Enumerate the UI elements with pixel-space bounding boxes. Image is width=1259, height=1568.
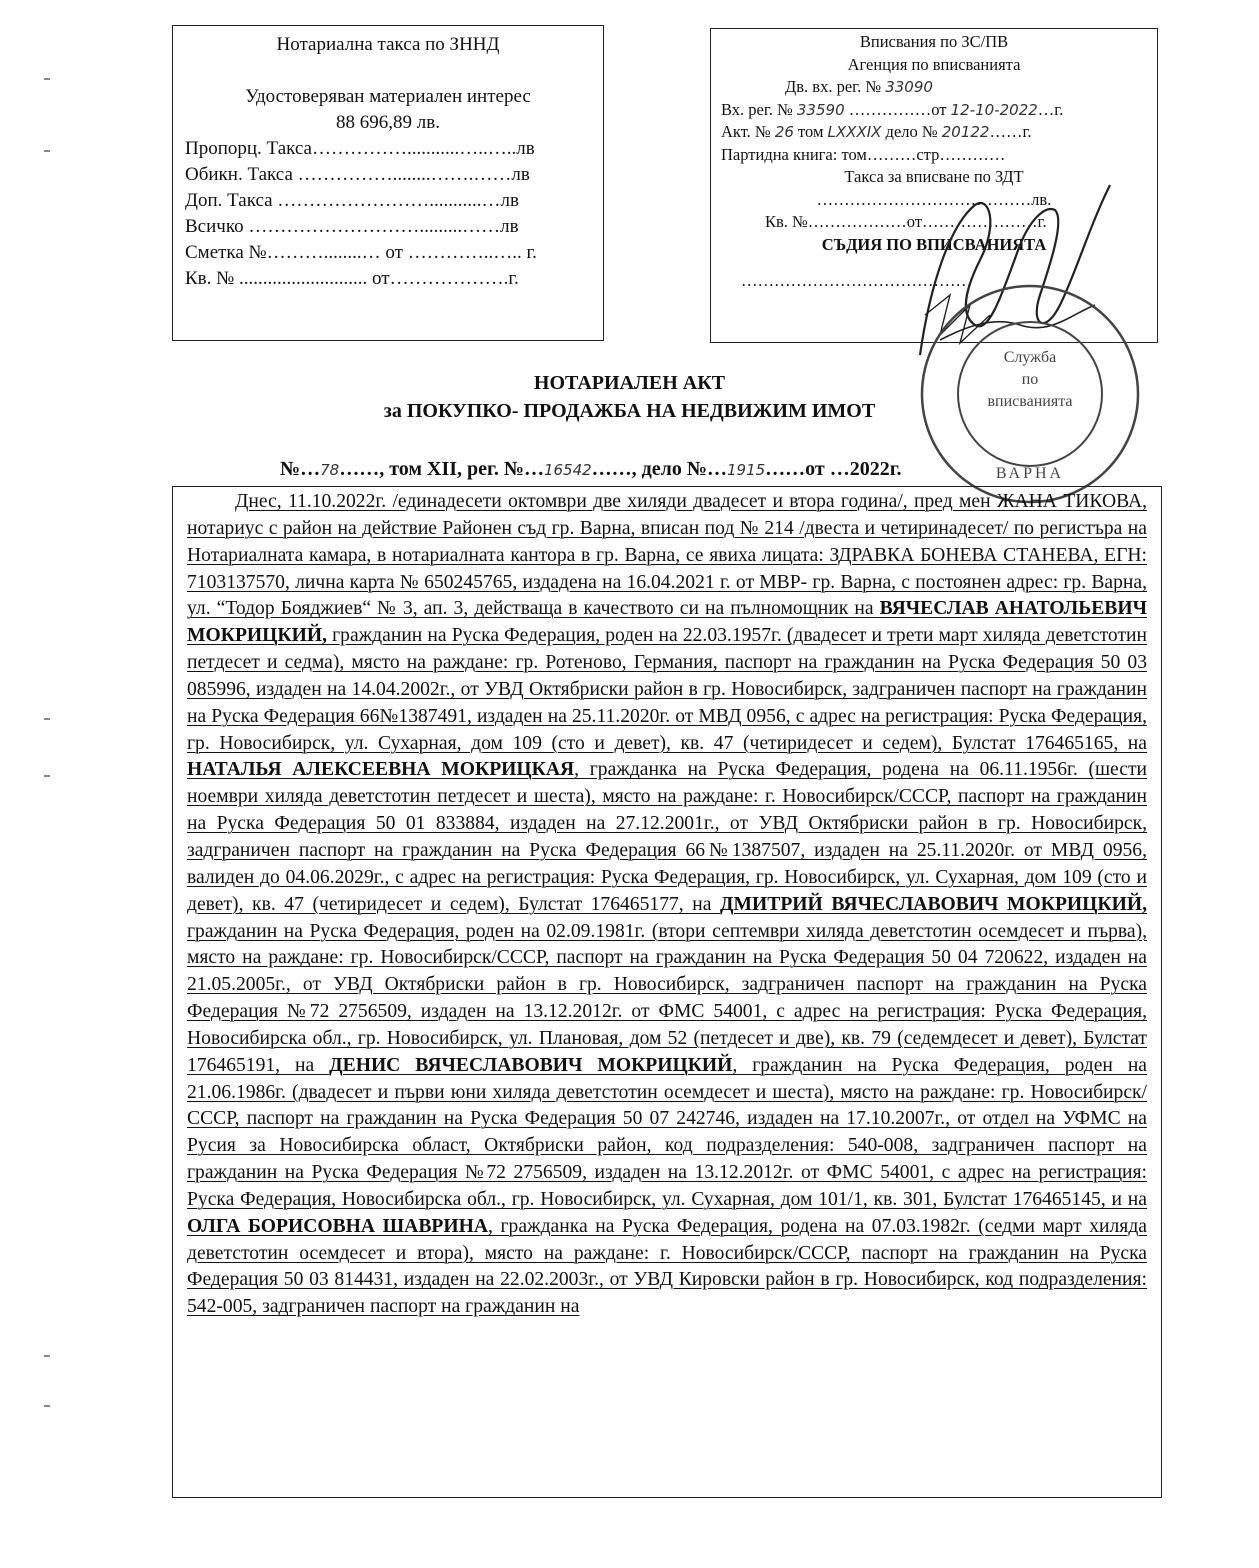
reg-heading-1: Вписвания по ЗС/ПВ <box>859 32 1009 51</box>
judge-dots: …………………………………… <box>741 271 972 290</box>
party-name: НАТАЛЬЯ АЛЕКСЕЕВНА МОКРИЦКАЯ <box>187 759 575 781</box>
fee-row: Обикн. Такса ……………........…….……лв <box>185 164 530 185</box>
margin-speck <box>44 1405 50 1407</box>
fee-row: Всичко ……………………….........……лв <box>185 216 519 237</box>
margin-speck <box>44 718 50 720</box>
notary-fee-box <box>172 25 604 341</box>
interest-label: Удостоверяван материален интерес <box>245 86 531 107</box>
deed-title: НОТАРИАЛЕН АКТ <box>533 372 726 394</box>
svg-text:по: по <box>1021 371 1039 388</box>
reg-line-akt: Акт. № 26 том LXXXIX дело № 20122……г. <box>721 122 1032 141</box>
deed-body-paragraph: Днес, 11.10.2022г. /единадесети октомври две хиляди двадесет и втора година/, пред мен ЖАНА ТИКОВА, нотариус с район на действие Районен съд гр. Варна, вписан под № 214 /двеста и четиринадесет/ по регистъра на Нотариалната камара, в нотариалната кантора в гр. Варна, се явиха лицата: ЗДРАВКА БОНЕВА СТАНЕВА, ЕГН: 7103137570, лична карта № 650245765, издадена на 16.04.2021 г. от МВР- гр. Варна, с постоянен адрес: гр. Варна, ул. “Тодор Бояджиев“ № 3, ап. 3, действаща в качеството си на пълномощник на ВЯЧЕСЛАВ АНАТОЛЬЕВИЧ МОКРИЦКИЙ, гражданин на Руска Федерация, роден на 22.03.1957г. (двадесет и трети март хиляда деветстотин петдесет и седма), място на раждане: гр. Ротеново, Германия, паспорт на гражданин на Руска Федерация 50 03 085996, издаден на 14.04.2002г., от УВД Октябриски район в гр. Новосибирск, задграничен паспорт на гражданин на Руска Федерация 66№1387491, издаден на 25.11.2020г. от МВД 0956, с адрес на регистрация: Руска Федерация, гр. Новосибирск, ул. Сухарная, дом 109 (сто и девет), кв. 47 (четиридесет и седем), Булстат 176465165, на НАТАЛЬЯ АЛЕКСЕЕВНА МОКРИЦКАЯ, гражданка на Руска Федерация, родена на 06.11.1956г. (шести ноември хиляда деветстотин петдесет и шеста), място на раждане: г. Новосибирск/СССР, паспорт на гражданин на Руска Федерация 50 01 833884, издаден на 27.12.2001г., от УВД Октябриски район в гр. Новосибирск, задграничен паспорт на гражданин на Руска Федерация 66№1387507, издаден на 25.11.2020г. от МВД 0956, валиден до 04.06.2029г., с адрес на регистрация: Руска Федерация, гр. Новосибирск, ул. Сухарная, дом 109 (сто и девет), кв. 47 (четиридесет и седем), Булстат 176465177, на ДМИТРИЙ ВЯЧЕСЛАВОВИЧ МОКРИЦКИЙ, гражданин на Руска Федерация, роден на 02.09.1981г. (втори септември хиляда деветстотин осемдесет и първа), място на раждане: гр. Новосибирск/СССР, паспорт на гражданин на Руска Федерация 50 04 720622, издаден на 21.05.2005г., от УВД Октябриски район в гр. Новосибирск, задграничен паспорт на гражданин на Руска Федерация №72 2756509, издаден на 13.12.2012г. от ФМС 54001, с адрес на регистрация: Руска Федерация, Новосибирска обл., гр. Новосибирск, ул. Плановая, дом 52 (петдесет и две), кв. 79 (седемдесет и девет), Булстат 176465191, на ДЕНИС ВЯЧЕСЛАВОВИЧ МОКРИЦКИЙ, гражданин на Руска Федерация, роден на 21.06.1986г. (двадесет и първи юни хиляда деветстотин осемдесет и шеста), място на раждане: гр. Новосибирск/СССР, паспорт на гражданин на Руска Федерация 50 07 242746, издаден на 17.10.2007г., от отдел на УФМС на Русия за Новосибирска област, Октябриски район, код подразделения: 540-008, задграничен паспорт на гражданин на Руска Федерация №72 2756509, издаден на 13.12.2012г. от ФМС 54001, с адрес на регистрация: Руска Федерация, Новосибирска обл., гр. Новосибирск, ул. Сухарная, дом 101/1, кв. 301, Булстат 176465145, и на ОЛГА БОРИСОВНА ШАВРИНА, гражданка на Руска Федерация, родена на 07.03.1982г. (седми март хиляда деветстотин осемдесет и втора), място на раждане: г. Новосибирск/СССР, паспорт на гражданин на Руска Федерация 50 03 814431, издаден на 22.02.2003г., от УВД Кировски район в гр. Новосибирск, код подразделения: 542-005, задграничен паспорт на гражданин на <box>187 491 1147 1318</box>
handwritten-deed-number: 78 <box>320 461 340 479</box>
svg-text:вписванията: вписванията <box>987 393 1073 410</box>
interest-value: 88 696,89 лв. <box>336 112 440 133</box>
margin-speck <box>44 78 50 80</box>
party-name: ОЛГА БОРИСОВНА ШАВРИНА <box>187 1215 488 1237</box>
handwritten-vh-date: 12-10-2022 <box>950 100 1038 119</box>
handwritten-tom: LXXXIX <box>827 123 882 141</box>
fee-row: Пропорц. Такса……………...........…..…..лв <box>185 138 535 159</box>
deed-body <box>172 486 1162 1498</box>
party-name: ВЯЧЕСЛАВ АНАТОЛЬЕВИЧ МОКРИЦКИЙ, <box>187 598 1147 647</box>
reg-line-kv: Кв. №………………от…………………г. <box>765 212 1047 231</box>
party-name: ДЕНИС ВЯЧЕСЛАВОВИЧ МОКРИЦКИЙ <box>329 1054 733 1076</box>
deed-subtitle: за ПОКУПКО- ПРОДАЖБА НА НЕДВИЖИМ ИМОТ <box>383 400 876 422</box>
fee-box-heading: Нотариална такса по ЗННД <box>276 34 500 55</box>
reg-line-vh: Вх. рег. № 33590 ……………от 12-10-2022…г. <box>721 99 1064 119</box>
fee-row: Сметка №………........… от …………..….. г. <box>185 242 537 263</box>
handwritten-delo: 20122 <box>941 123 990 141</box>
handwritten-reg-number: 16542 <box>543 461 592 479</box>
deed-number-line: №…78……, том XII, рег. №…16542……, дело №…1915……от …2022г. <box>280 458 902 480</box>
reg-line-party: Партидна книга: том………стр………… <box>721 144 1006 164</box>
handwritten-vh-number: 33590 <box>796 100 845 119</box>
reg-line-fee-dots: …………………………………лв. <box>816 189 1052 209</box>
svg-text:Служба: Служба <box>1003 349 1057 366</box>
margin-speck <box>44 775 50 777</box>
handwritten-case-number: 1915 <box>726 461 766 479</box>
fee-row: Доп. Такса ……………………...........…лв <box>185 190 520 211</box>
margin-speck <box>44 1355 50 1357</box>
reg-line-dv: Дв. вх. рег. № 33090 <box>785 77 933 96</box>
reg-heading-2: Агенция по вписванията <box>847 54 1021 74</box>
judge-label: СЪДИЯ ПО ВПИСВАНИЯТА <box>821 234 1047 254</box>
handwritten-akt-number: 26 <box>774 123 794 141</box>
margin-speck <box>44 150 50 152</box>
handwritten-dv-number: 33090 <box>885 78 933 96</box>
reg-line-fee: Такса за вписване по ЗДТ <box>844 167 1024 186</box>
svg-text:ВАРНА: ВАРНА <box>995 465 1065 482</box>
party-name: ДМИТРИЙ ВЯЧЕСЛАВОВИЧ МОКРИЦКИЙ, <box>720 893 1147 915</box>
fee-row: Кв. № ........................... от……………….г. <box>185 268 519 289</box>
